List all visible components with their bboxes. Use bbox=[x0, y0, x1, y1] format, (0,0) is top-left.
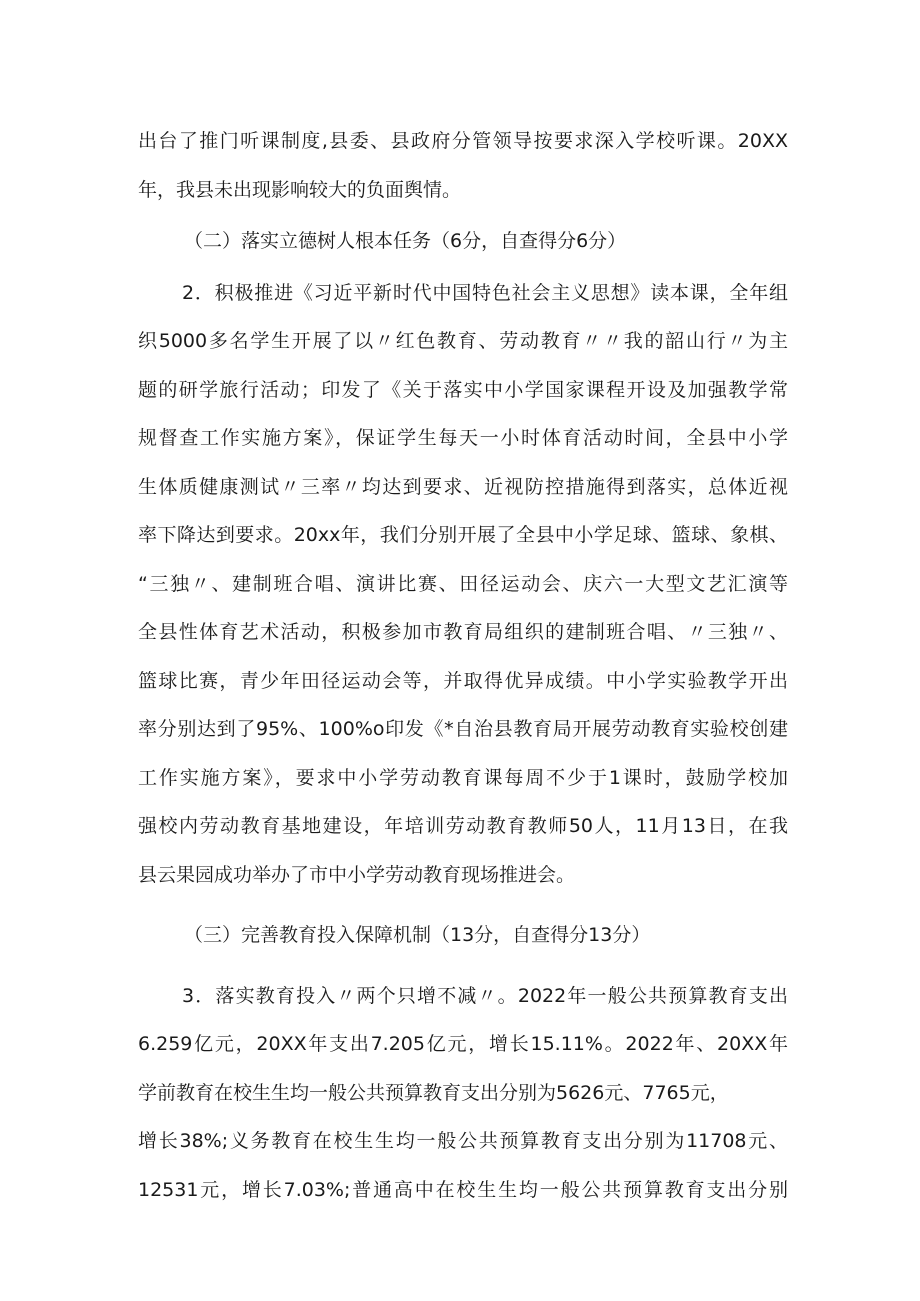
paragraph-line: 率下降达到要求。20xx年，我们分别开展了全县中小学足球、篮球、象棋、 bbox=[138, 524, 788, 546]
paragraph-line: 3．落实教育投入〃两个只增不减〃。2022年一般公共预算教育支出 bbox=[182, 984, 788, 1007]
paragraph-line: 出台了推门听课制度,县委、县政府分管领导按要求深入学校听课。20XX bbox=[138, 130, 788, 152]
paragraph-line: 强校内劳动教育基地建设，年培训劳动教育教师50人，11月13日，在我 bbox=[138, 815, 788, 837]
paragraph-line: 率分别达到了95%、100%o印发《*自治县教育局开展劳动教育实验校创建 bbox=[138, 718, 788, 740]
paragraph-line: 2．积极推进《习近平新时代中国特色社会主义思想》读本课，全年组 bbox=[182, 281, 788, 304]
paragraph-line: 篮球比赛，青少年田径运动会等，并取得优异成绩。中小学实验教学开出 bbox=[138, 669, 788, 692]
paragraph-3 bbox=[138, 972, 788, 1215]
document-body bbox=[138, 117, 788, 1214]
paragraph-line: 全县性体育艺术活动，积极参加市教育局组织的建制班合唱、〃三独〃、 bbox=[138, 621, 788, 643]
paragraph-line: 工作实施方案》，要求中小学劳动教育课每周不少于1课时，鼓励学校加 bbox=[138, 766, 788, 789]
paragraph-line: 生体质健康测试〃三率〃均达到要求、近视防控措施得到落实，总体近视 bbox=[138, 475, 788, 498]
paragraph-line: 6.259亿元，20XX年支出7.205亿元，增长15.11%。2022年、20XX年 bbox=[138, 1033, 788, 1055]
paragraph-line: “三独〃、建制班合唱、演讲比赛、田径运动会、庆六一大型文艺汇演等 bbox=[138, 572, 788, 595]
paragraph-line: 县云果园成功举办了市中小学劳动教育现场推进会。 bbox=[138, 863, 576, 886]
paragraph-line: 年，我县未出现影响较大的负面舆情。 bbox=[138, 178, 462, 201]
paragraph-line: 增长38%;义务教育在校生生均一般公共预算教育支出分别为11708元、 bbox=[138, 1130, 788, 1152]
section-heading-2: （二）落实立德树人根本任务（6分，自查得分6分） bbox=[184, 230, 627, 252]
paragraph-line: 题的研学旅行活动；印发了《关于落实中小学国家课程开设及加强教学常 bbox=[138, 378, 788, 401]
paragraph-line: 织5000多名学生开展了以〃红色教育、劳动教育〃〃我的韶山行〃为主 bbox=[138, 330, 788, 352]
paragraph-line: 规督查工作实施方案》，保证学生每天一小时体育活动时间，全县中小学 bbox=[138, 427, 788, 449]
paragraph-line: 学前教育在校生生均一般公共预算教育支出分别为5626元、7765元， bbox=[138, 1081, 729, 1104]
section-heading-3: （三）完善教育投入保障机制（13分，自查得分13分） bbox=[184, 924, 651, 946]
paragraph-2 bbox=[138, 269, 788, 900]
paragraph-line: 12531元，增长7.03%;普通高中在校生生均一般公共预算教育支出分别 bbox=[138, 1178, 788, 1201]
intro-paragraph bbox=[138, 117, 788, 214]
